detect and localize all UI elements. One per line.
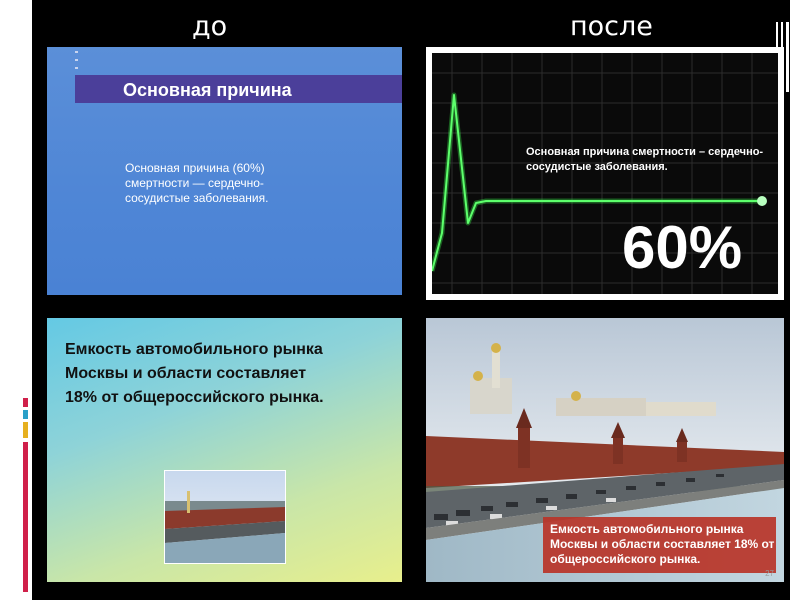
deco-bar-yellow xyxy=(23,422,28,438)
left-divider-line xyxy=(30,0,32,600)
slide-before-car-market xyxy=(47,318,402,582)
deco-bar-red xyxy=(23,398,28,407)
column-title-after: после xyxy=(570,11,653,42)
text-line-1: Емкость автомобильного рынка xyxy=(65,341,323,358)
slide-title: Основная причина xyxy=(123,80,292,100)
deco-bar-blue xyxy=(23,410,28,419)
slide-after-mortality xyxy=(426,47,784,300)
slide-body-text: Основная причина (60%) смертности — сердечно-сосудистые заболевания. xyxy=(125,161,269,205)
slide-before-mortality xyxy=(47,47,402,295)
ecg-background xyxy=(432,53,778,294)
deco-bar-pink xyxy=(23,442,28,592)
text-line-2: Москвы и области составляет xyxy=(65,365,307,382)
kremlin-thumbnail-image xyxy=(164,470,286,564)
slide-body-text xyxy=(65,338,395,410)
slide-after-car-market xyxy=(426,318,784,582)
column-title-before: до xyxy=(192,11,228,42)
slide-body-text: Основная причина смертности – сердечно-сосудистые заболевания. xyxy=(526,146,764,173)
text-line-3: 18% от общероссийского рынка. xyxy=(65,389,324,406)
page-number: 27 xyxy=(765,569,774,578)
slide-body-text: Емкость автомобильного рынка Москвы и области составляет 18% от общероссийского рынка. xyxy=(550,522,775,566)
stat-percentage: 60% xyxy=(622,214,743,281)
